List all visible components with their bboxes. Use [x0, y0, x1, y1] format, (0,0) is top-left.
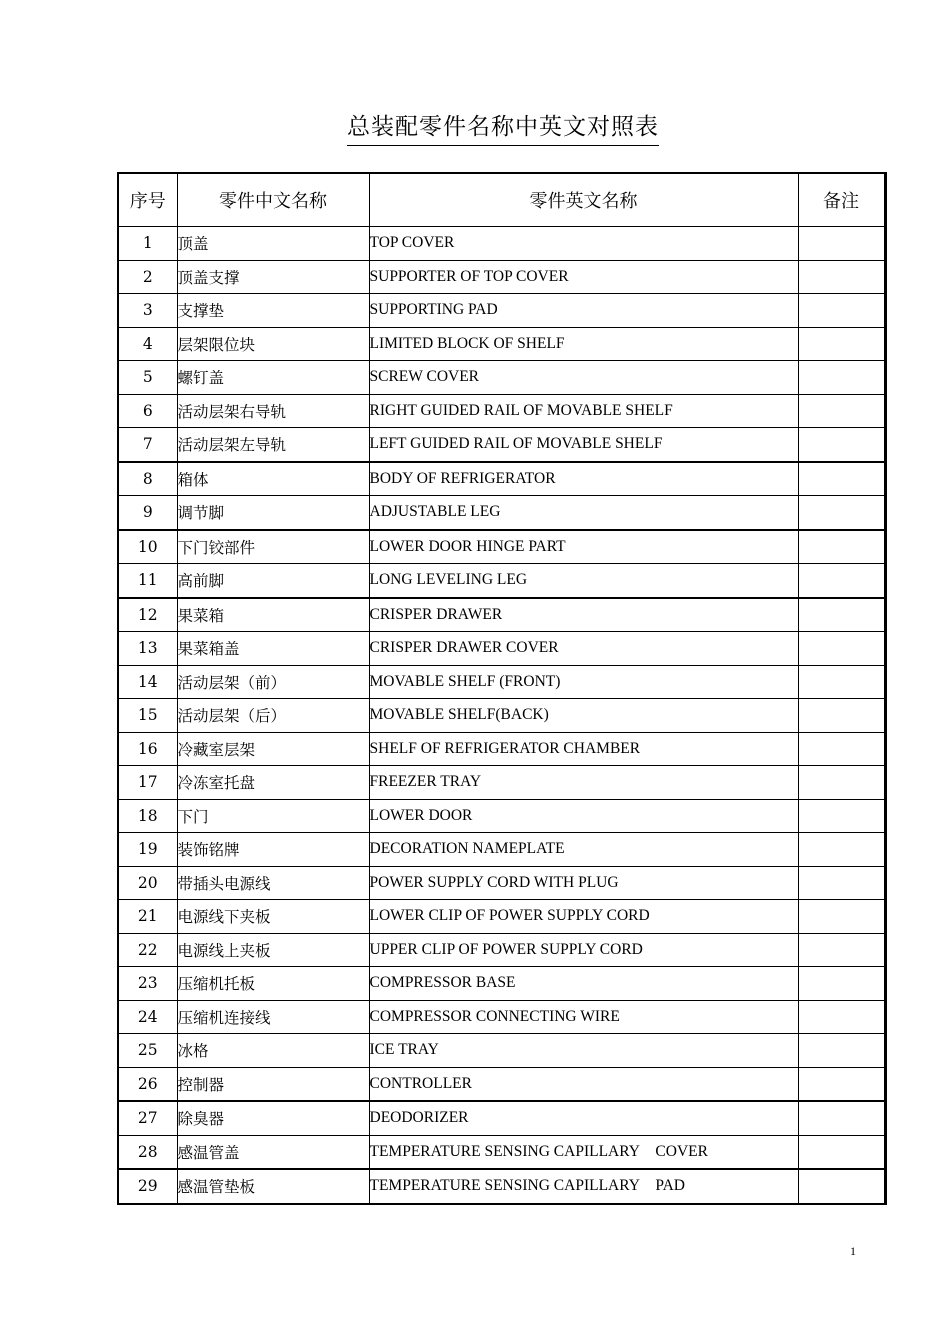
- english-name: LOWER CLIP OF POWER SUPPLY CORD: [369, 900, 798, 934]
- row-number: 24: [118, 1000, 177, 1034]
- remark-cell: [798, 496, 885, 530]
- header-no: 序号: [118, 173, 177, 227]
- chinese-name: 顶盖支撑: [177, 260, 369, 294]
- table-row: [118, 1067, 885, 1101]
- english-name: BODY OF REFRIGERATOR: [369, 462, 798, 496]
- row-number: 10: [118, 530, 177, 564]
- row-number: 4: [118, 327, 177, 361]
- row-number: 11: [118, 564, 177, 598]
- remark-cell: [798, 665, 885, 699]
- row-number: 15: [118, 699, 177, 733]
- chinese-name: 装饰铭牌: [177, 833, 369, 867]
- table-row: [118, 428, 885, 462]
- remark-cell: [798, 1034, 885, 1068]
- table-row: [118, 665, 885, 699]
- table-row: [118, 833, 885, 867]
- table-row: [118, 227, 885, 261]
- table-row: [118, 1135, 885, 1169]
- row-number: 9: [118, 496, 177, 530]
- parts-table: [117, 172, 887, 1205]
- english-name: LEFT GUIDED RAIL OF MOVABLE SHELF: [369, 428, 798, 462]
- row-number: 29: [118, 1169, 177, 1204]
- table-row: [118, 933, 885, 967]
- header-remark: 备注: [798, 173, 885, 227]
- remark-cell: [798, 967, 885, 1001]
- row-number: 6: [118, 394, 177, 428]
- remark-cell: [798, 1067, 885, 1101]
- english-name: LIMITED BLOCK OF SHELF: [369, 327, 798, 361]
- english-name: TEMPERATURE SENSING CAPILLARY PAD: [369, 1169, 798, 1204]
- english-name: FREEZER TRAY: [369, 766, 798, 800]
- table-row: [118, 294, 885, 328]
- row-number: 7: [118, 428, 177, 462]
- table-body: [118, 227, 885, 1204]
- table-row: [118, 967, 885, 1001]
- chinese-name: 冰格: [177, 1034, 369, 1068]
- table-row: [118, 632, 885, 666]
- row-number: 17: [118, 766, 177, 800]
- table-header-row: [118, 173, 885, 227]
- row-number: 16: [118, 732, 177, 766]
- chinese-name: 高前脚: [177, 564, 369, 598]
- table-row: [118, 327, 885, 361]
- remark-cell: [798, 1169, 885, 1204]
- remark-cell: [798, 361, 885, 395]
- remark-cell: [798, 900, 885, 934]
- chinese-name: 带插头电源线: [177, 866, 369, 900]
- row-number: 14: [118, 665, 177, 699]
- table-row: [118, 799, 885, 833]
- english-name: SUPPORTING PAD: [369, 294, 798, 328]
- chinese-name: 活动层架左导轨: [177, 428, 369, 462]
- table-row: [118, 361, 885, 395]
- table-row: [118, 1000, 885, 1034]
- remark-cell: [798, 394, 885, 428]
- row-number: 1: [118, 227, 177, 261]
- english-name: COMPRESSOR BASE: [369, 967, 798, 1001]
- english-name: TOP COVER: [369, 227, 798, 261]
- row-number: 20: [118, 866, 177, 900]
- english-name: ICE TRAY: [369, 1034, 798, 1068]
- english-name: SUPPORTER OF TOP COVER: [369, 260, 798, 294]
- row-number: 22: [118, 933, 177, 967]
- chinese-name: 冷藏室层架: [177, 732, 369, 766]
- english-name: TEMPERATURE SENSING CAPILLARY COVER: [369, 1135, 798, 1169]
- chinese-name: 顶盖: [177, 227, 369, 261]
- remark-cell: [798, 866, 885, 900]
- remark-cell: [798, 1000, 885, 1034]
- chinese-name: 活动层架（后）: [177, 699, 369, 733]
- chinese-name: 电源线上夹板: [177, 933, 369, 967]
- remark-cell: [798, 699, 885, 733]
- english-name: SHELF OF REFRIGERATOR CHAMBER: [369, 732, 798, 766]
- remark-cell: [798, 327, 885, 361]
- table-row: [118, 766, 885, 800]
- english-name: LOWER DOOR: [369, 799, 798, 833]
- chinese-name: 果菜箱盖: [177, 632, 369, 666]
- english-name: LOWER DOOR HINGE PART: [369, 530, 798, 564]
- document-title: [0, 108, 950, 146]
- row-number: 2: [118, 260, 177, 294]
- english-name: DEODORIZER: [369, 1101, 798, 1135]
- header-english-name: 零件英文名称: [369, 173, 798, 227]
- table-row: [118, 900, 885, 934]
- remark-cell: [798, 260, 885, 294]
- remark-cell: [798, 833, 885, 867]
- table-row: [118, 394, 885, 428]
- english-name: COMPRESSOR CONNECTING WIRE: [369, 1000, 798, 1034]
- row-number: 3: [118, 294, 177, 328]
- row-number: 21: [118, 900, 177, 934]
- chinese-name: 压缩机连接线: [177, 1000, 369, 1034]
- chinese-name: 压缩机托板: [177, 967, 369, 1001]
- english-name: SCREW COVER: [369, 361, 798, 395]
- document-title-text: 总装配零件名称中英文对照表: [347, 108, 659, 146]
- row-number: 25: [118, 1034, 177, 1068]
- remark-cell: [798, 530, 885, 564]
- table-row: [118, 1101, 885, 1135]
- table-row: [118, 496, 885, 530]
- row-number: 28: [118, 1135, 177, 1169]
- chinese-name: 感温管垫板: [177, 1169, 369, 1204]
- chinese-name: 除臭器: [177, 1101, 369, 1135]
- table-row: [118, 866, 885, 900]
- row-number: 18: [118, 799, 177, 833]
- row-number: 8: [118, 462, 177, 496]
- remark-cell: [798, 732, 885, 766]
- row-number: 27: [118, 1101, 177, 1135]
- remark-cell: [798, 598, 885, 632]
- table-row: [118, 1169, 885, 1204]
- table-row: [118, 598, 885, 632]
- chinese-name: 箱体: [177, 462, 369, 496]
- row-number: 26: [118, 1067, 177, 1101]
- chinese-name: 电源线下夹板: [177, 900, 369, 934]
- english-name: RIGHT GUIDED RAIL OF MOVABLE SHELF: [369, 394, 798, 428]
- chinese-name: 活动层架右导轨: [177, 394, 369, 428]
- english-name: ADJUSTABLE LEG: [369, 496, 798, 530]
- chinese-name: 活动层架（前）: [177, 665, 369, 699]
- chinese-name: 果菜箱: [177, 598, 369, 632]
- header-chinese-name: 零件中文名称: [177, 173, 369, 227]
- remark-cell: [798, 564, 885, 598]
- remark-cell: [798, 766, 885, 800]
- row-number: 5: [118, 361, 177, 395]
- table-row: [118, 564, 885, 598]
- row-number: 23: [118, 967, 177, 1001]
- english-name: CRISPER DRAWER: [369, 598, 798, 632]
- chinese-name: 层架限位块: [177, 327, 369, 361]
- english-name: CONTROLLER: [369, 1067, 798, 1101]
- row-number: 19: [118, 833, 177, 867]
- remark-cell: [798, 428, 885, 462]
- chinese-name: 下门铰部件: [177, 530, 369, 564]
- remark-cell: [798, 1101, 885, 1135]
- table-row: [118, 462, 885, 496]
- remark-cell: [798, 933, 885, 967]
- chinese-name: 冷冻室托盘: [177, 766, 369, 800]
- chinese-name: 支撑垫: [177, 294, 369, 328]
- row-number: 13: [118, 632, 177, 666]
- table-row: [118, 1034, 885, 1068]
- remark-cell: [798, 227, 885, 261]
- chinese-name: 控制器: [177, 1067, 369, 1101]
- remark-cell: [798, 462, 885, 496]
- table-row: [118, 732, 885, 766]
- table-row: [118, 699, 885, 733]
- english-name: CRISPER DRAWER COVER: [369, 632, 798, 666]
- remark-cell: [798, 294, 885, 328]
- english-name: POWER SUPPLY CORD WITH PLUG: [369, 866, 798, 900]
- chinese-name: 螺钉盖: [177, 361, 369, 395]
- table-row: [118, 530, 885, 564]
- english-name: DECORATION NAMEPLATE: [369, 833, 798, 867]
- chinese-name: 感温管盖: [177, 1135, 369, 1169]
- remark-cell: [798, 1135, 885, 1169]
- row-number: 12: [118, 598, 177, 632]
- chinese-name: 下门: [177, 799, 369, 833]
- remark-cell: [798, 799, 885, 833]
- english-name: LONG LEVELING LEG: [369, 564, 798, 598]
- remark-cell: [798, 632, 885, 666]
- english-name: UPPER CLIP OF POWER SUPPLY CORD: [369, 933, 798, 967]
- table-row: [118, 260, 885, 294]
- english-name: MOVABLE SHELF (FRONT): [369, 665, 798, 699]
- page-number: 1: [850, 1244, 856, 1258]
- chinese-name: 调节脚: [177, 496, 369, 530]
- english-name: MOVABLE SHELF(BACK): [369, 699, 798, 733]
